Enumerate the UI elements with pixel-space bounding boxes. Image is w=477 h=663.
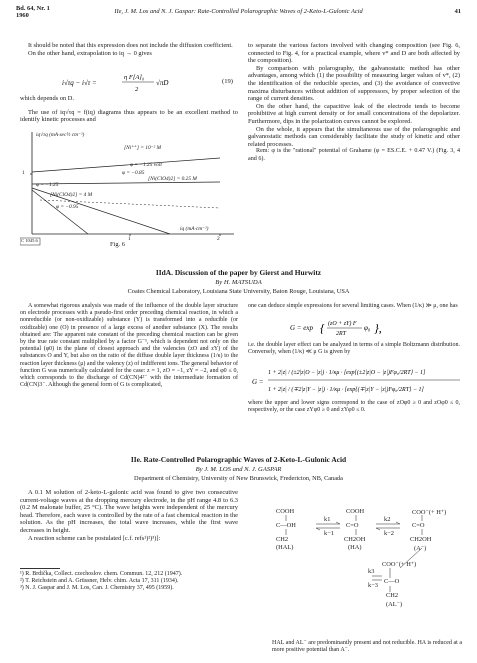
annotation: [Ni(ClO4)2] = 0.25 M (148, 176, 197, 182)
footnotes (20, 571, 238, 593)
rate-constant: k−2 (384, 530, 394, 537)
section-affiliation: Department of Chemistry, University of New Brunswick, Fredericton, NB, Canada (134, 475, 343, 482)
scheme-label: (HAL) (276, 544, 294, 551)
running-header (16, 6, 461, 20)
svg-text:(zO + zY) F: (zO + zY) F (328, 321, 357, 327)
paragraph: which depends on D. (20, 95, 74, 102)
paragraph: where the upper and lower signs correspond to the case of zOφ0 ≥ 0 and zOφ0 ≤ 0, respectively, or the case zYφ0 ≥ 0 and zYφ0 ≤ 0. (248, 400, 460, 414)
rate-constant: k2 (384, 516, 391, 523)
paragraph: It should be noted that this expression does not include the diffusion coefficient. (28, 42, 233, 49)
paragraph: On the whole, it appears that the simultaneous use of the polarographic and galvanostatic methods can considerably facilitate the study of kinetic and other related processes. (248, 125, 460, 148)
annotation: φ = −1.25 (36, 182, 59, 188)
annotation: φ = −1.25 volt (130, 162, 162, 168)
footnote-rule (20, 568, 60, 569)
figure-6 (20, 130, 242, 248)
section-title: IIe. Rate-Controlled Polarographic Waves of 2-Keto-L-Gulonic Acid (130, 455, 347, 464)
section-iid-right (248, 303, 460, 310)
paragraph: A reaction scheme can be postulated [c.f. refs¹)²)³)]: (28, 534, 161, 542)
top-right-column (248, 42, 460, 164)
section-affiliation: Coates Chemical Laboratory, Louisiana State University, Baton Rouge, Louisiana, USA (127, 288, 350, 295)
paragraph: On the other hand, the capacitive leak of the electrode tends to become prohibitive at high current density or for small concentrations of the depolarizer. Furthermore, dips in the polarization curves cannot be explored. (248, 102, 460, 125)
paragraph: HAL and AL⁻ are predominantly present and not reducible. HA is reduced at a more positive potential than A⁻. (272, 640, 462, 654)
footnote: ³) N. J. Gaspar and J. M. Los, Can. J. Chemistry 37, 495 (1959). (20, 585, 174, 592)
remark: Rem: φ is the "rational" potential of Grahame (φ = ES.C.E. + 0.47 V.) (Fig. 3, 4 and 6). (248, 148, 460, 162)
section-author: By H. MATSUDA (215, 279, 262, 286)
svg-text:2: 2 (135, 86, 139, 93)
figure-code: C 1045.6 (21, 238, 38, 243)
y-axis-label: iq√τq (mA·sec½ cm⁻²) (36, 132, 85, 138)
top-left-column (20, 42, 238, 57)
equation-19 (62, 71, 182, 97)
annotation: [Ni⁺⁺] = 10⁻² M (124, 145, 162, 151)
svg-text:i√τq − i√τ =: i√τq − i√τ = (62, 79, 97, 87)
equation-graphic (252, 364, 462, 398)
section-iid-left (20, 303, 238, 389)
volume-number: Bd. 64, Nr. 1 (16, 5, 50, 12)
scheme-label: CH2 (276, 536, 289, 543)
scheme-label: (A⁻) (414, 545, 427, 552)
y-tick-label: 1 (22, 170, 25, 176)
svg-text:1 + 2|z| / (±2|z|O − |z|) · 1/: 1 + 2|z| / (±2|z|O − |z|) · 1/κμ · [exp{(±2|z|O − |z|)Fφ₀/2RT} − 1] (268, 370, 426, 376)
paragraph: By comparison with polarography, the galvanostatic method has other advantages, among which (1) the possibility of measuring larger values of v*, (2) the identification of the reducible species, and (3) the avoidance of convective maxima disturbances without addition of suppressors, by proper selection of the range of current densities. (248, 64, 460, 103)
paragraph: A somewhat rigorous analysis was made of the influence of the double layer structure on electrode processes with a pseudo-first order preceding chemical reaction, in which a nonreducible (or non-oxidizable) substance (Y) is transformed into a reducible (or oxidizable) one (O) in presence of a large excess of another substance (X). The results obtained are: The apparent rate constant of the preceding chemical reaction can be given by the true rate constant multiplied by a factor G⁻¹, which is dependent not only on the potential (φ0) in the plane of closest approach and the valencies (zO and zY) of the substances O and Y, but also on the ratio of the diffuse double layer thickness (1/κ) to the reaction layer thickness (μ) and the valency (z) of indifferent ions. The general behavior of function G was numerically calculated for the case: z = 1, zO = −1, zY = −2, and φ0 ≤ 0, which corresponds to the discharge of Cd(CN)4²⁻ with the intermediate formation of Cd(CN)3⁻. Although the general form of G is complicated, (20, 303, 238, 389)
svg-text:η F[A]₀: η F[A]₀ (124, 74, 145, 81)
x-tick-label: 1 (128, 236, 131, 242)
paragraph: On the other hand, extrapolation to iq → 0 gives (28, 49, 152, 57)
equation-g-thin (252, 364, 462, 400)
section-iid-right-cont (248, 342, 460, 356)
top-left-column-cont (20, 95, 238, 124)
scheme-label: CH2OH (410, 536, 432, 543)
x-tick-label: 2 (217, 236, 220, 242)
footnote: ²) T. Reichstein and A. Grüssner, Helv. chim. Acta 17, 311 (1934). (20, 578, 179, 585)
paragraph: one can deduce simple expressions for several limiting cases. When (1/κ) ≫ μ, one has (248, 303, 458, 309)
scheme-label: CH2 (386, 592, 399, 599)
section-author: By J. M. LOS and N. J. GASPAR (195, 466, 282, 473)
rate-constant: k−3 (368, 582, 378, 589)
equation-g-boltzmann (290, 318, 410, 340)
paragraph: The use of iq√τq = f(iq) diagrams thus appears to be an excellent method to identify kinetic processes and (20, 108, 238, 124)
section-iie-left (20, 489, 238, 542)
paragraph: i.e. the double layer effect can be analyzed in terms of a simple Boltzmann distribution. Conversely, when (1/κ) ≪ μ G is given by (248, 342, 460, 356)
x-axis-label: iq (mA·cm⁻²) (180, 226, 209, 232)
svg-text:1 + 2|z| / (∓2|z|Y − |z|) · 1/: 1 + 2|z| / (∓2|z|Y − |z|) · 1/κμ · [exp{(∓|z|Y − |z|)Fφ₀/2RT} − 1] (268, 387, 424, 393)
section-title: IIdA. Discussion of the paper by Gierst and Hurwitz (155, 268, 322, 277)
scheme-label: C—OH (276, 522, 296, 529)
section-iie-heading (0, 455, 477, 482)
annotation: φ = −0.95 (56, 204, 79, 210)
scheme-label: COO⁻(+ H⁺) (412, 509, 447, 516)
annotation: [Ni(ClO4)2] = 4 M (50, 192, 93, 198)
annotation: φ = −0.85 (122, 170, 145, 176)
reaction-scheme-lines (272, 508, 462, 634)
svg-text:φ₀: φ₀ (364, 324, 371, 332)
footnote: ¹) R. Brdička, Collect. czechoslov. chem. Commun. 12, 212 (1947). (20, 571, 183, 577)
equation-graphic (62, 71, 182, 95)
equation-number: (19) (222, 78, 233, 85)
scheme-label: C=O (346, 522, 359, 529)
figure-caption: Fig. 6 (110, 241, 125, 248)
rate-constant: k1 (324, 516, 331, 523)
section-iie-right-text (272, 640, 462, 654)
scheme-label: C—O (384, 578, 400, 585)
svg-text:√πD: √πD (156, 79, 169, 87)
rate-constant: k−1 (324, 530, 334, 537)
svg-text:G =: G = (252, 378, 264, 386)
scheme-label: COOH (276, 508, 295, 515)
section-iid-right-end (248, 400, 460, 414)
section-iid-heading (0, 268, 477, 295)
scheme-label: COOH (346, 508, 365, 515)
scheme-label: COO⁻(+ H⁺) (382, 561, 417, 568)
scheme-label: CH2OH (344, 536, 366, 543)
running-title: IIe, J. M. Los and N. J. Gaspar: Rate-Controlled Polarographic Waves of 2-Keto-L-Gulonic Acid (114, 8, 363, 15)
svg-text:G = exp: G = exp (290, 324, 313, 332)
scheme-label: (AL⁻) (386, 601, 403, 608)
reaction-scheme (272, 508, 462, 634)
volume-year: 1960 (16, 11, 29, 19)
svg-text:{: { (320, 321, 325, 335)
svg-text:},: }, (374, 321, 382, 335)
equation-graphic (290, 318, 410, 338)
scheme-label: C=O (412, 522, 425, 529)
page-number: 41 (454, 8, 461, 15)
paragraph: to separate the various factors involved with changing composition (see Fig. 6, connected to Fig. 4, for a practical example, where v* and D are both affected by the composition). (248, 42, 460, 65)
scheme-label: (HA) (348, 544, 362, 551)
rate-constant: k3 (368, 568, 375, 575)
svg-text:2RT: 2RT (336, 331, 347, 337)
paragraph: A 0.1 M solution of 2-keto-L-gulonic acid was found to give two consecutive current-voltage waves at the dropping mercury electrode, in the pH range 4.8 to 6.3 (0.2 M malonate buffer, 25 °C). The wave heights were independent of the mercury head. Therefore, each wave is controlled by the rate of a fast chemical reaction in the solution. As the pH increases, the total wave increases, while the first wave decreases in height. (20, 489, 238, 534)
